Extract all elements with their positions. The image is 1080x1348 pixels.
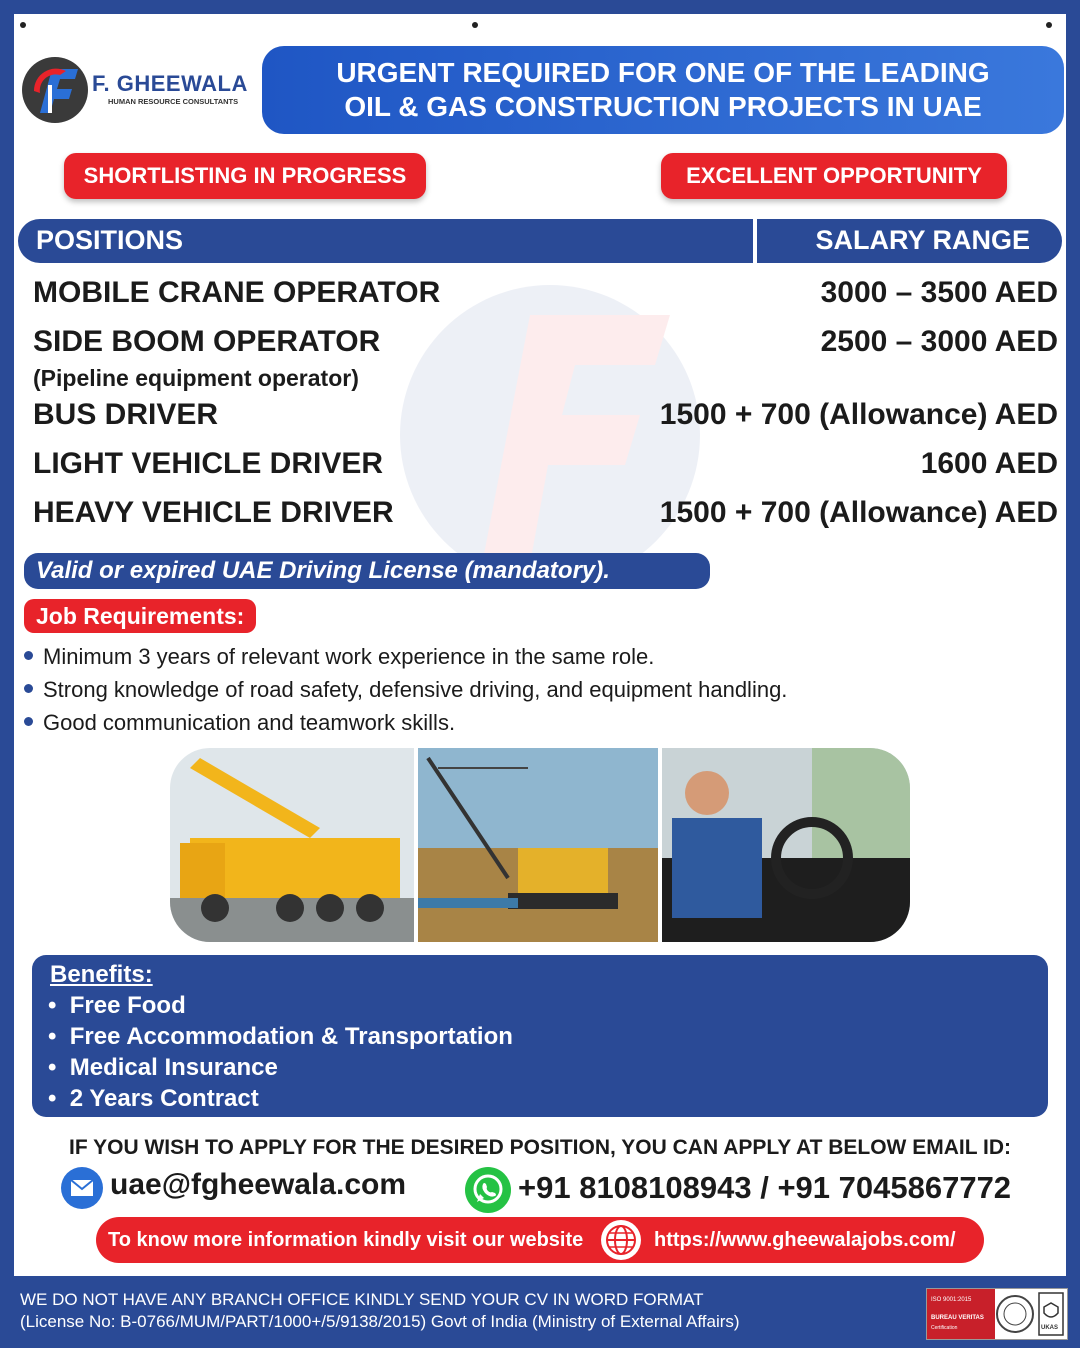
driver-photo: [662, 748, 910, 942]
email-address[interactable]: uae@fgheewala.com: [110, 1168, 407, 1201]
bv-text: BUREAU VERITAS: [931, 1315, 984, 1321]
position-name: BUS DRIVER: [33, 398, 219, 431]
decor-dot: [20, 22, 26, 28]
footer: [0, 1276, 1080, 1348]
website-link[interactable]: https://www.gheewalajobs.com/: [654, 1229, 956, 1251]
watermark-logo-icon: [370, 275, 730, 595]
benefit-item: • Free Accommodation & Transportation: [48, 1023, 513, 1050]
position-salary: 1600 AED: [920, 447, 1058, 480]
website-prompt: To know more information kindly visit our website: [108, 1229, 584, 1251]
benefit-text: Free Food: [69, 992, 186, 1019]
apply-instructions: IF YOU WISH TO APPLY FOR THE DESIRED POSITION, YOU CAN APPLY AT BELOW EMAIL ID:: [68, 1136, 1011, 1159]
requirement-text: Good communication and teamwork skills.: [43, 710, 456, 735]
benefit-text: Medical Insurance: [69, 1054, 278, 1081]
company-logo[interactable]: [20, 55, 260, 127]
column-divider: [753, 219, 757, 263]
crane-photo: [170, 748, 414, 942]
benefit-item: • Free Food: [48, 992, 186, 1019]
bullet-icon: [24, 717, 33, 726]
mail-icon: [60, 1166, 104, 1210]
requirement-item: [24, 677, 787, 703]
ukas-text: UKAS: [1041, 1325, 1059, 1331]
brand-tagline: HUMAN RESOURCE CONSULTANTS: [108, 97, 239, 106]
position-salary: 1500 + 700 (Allowance) AED: [659, 398, 1058, 431]
benefit-item: • 2 Years Contract: [48, 1085, 259, 1112]
job-photos: [170, 748, 910, 942]
requirement-text: Minimum 3 years of relevant work experience in the same role.: [43, 644, 655, 669]
headline-line1: URGENT REQUIRED FOR ONE OF THE LEADING: [336, 57, 990, 88]
benefit-text: 2 Years Contract: [69, 1085, 259, 1112]
benefit-text: Free Accommodation & Transportation: [69, 1023, 513, 1050]
whatsapp-icon: [464, 1166, 512, 1214]
requirement-item: [24, 644, 654, 670]
positions-column-header: POSITIONS: [36, 225, 184, 255]
globe-icon: [600, 1219, 642, 1261]
bullet-icon: [24, 651, 33, 660]
sideboom-photo: [418, 748, 658, 942]
position-name: SIDE BOOM OPERATOR: [33, 325, 381, 358]
requirements-title: Job Requirements:: [24, 599, 256, 633]
position-salary: 3000 – 3500 AED: [820, 276, 1058, 309]
shortlisting-badge: SHORTLISTING IN PROGRESS: [64, 153, 426, 199]
cert-text: Certification: [931, 1325, 958, 1331]
phone-numbers[interactable]: +91 8108108943 / +91 7045867772: [518, 1170, 1012, 1205]
benefits-title: Benefits:: [50, 961, 153, 988]
requirement-item: [24, 710, 455, 736]
website-bar[interactable]: [96, 1217, 984, 1263]
footer-license: (License No: B-0766/MUM/PART/1000+/5/9138/2015) Govt of India (Ministry of External Affairs): [20, 1312, 740, 1331]
headline-line2: OIL & GAS CONSTRUCTION PROJECTS IN UAE: [344, 91, 982, 122]
certification-badge: [926, 1288, 1068, 1340]
benefits-panel: [32, 955, 1048, 1117]
footer-notice: WE DO NOT HAVE ANY BRANCH OFFICE KINDLY SEND YOUR CV IN WORD FORMAT: [20, 1290, 704, 1309]
positions-table-header: [18, 219, 1062, 263]
bullet-icon: [24, 684, 33, 693]
license-note: Valid or expired UAE Driving License (mandatory).: [24, 553, 710, 589]
benefit-item: • Medical Insurance: [48, 1054, 278, 1081]
position-note: (Pipeline equipment operator): [33, 365, 359, 391]
position-name: LIGHT VEHICLE DRIVER: [33, 447, 384, 480]
requirement-text: Strong knowledge of road safety, defensive driving, and equipment handling.: [43, 677, 788, 702]
headline-banner: [262, 46, 1064, 134]
position-salary: 1500 + 700 (Allowance) AED: [659, 496, 1058, 529]
decor-dot: [472, 22, 478, 28]
logo-mark-icon: [20, 55, 90, 125]
brand-name: F. GHEEWALA: [92, 71, 248, 96]
decor-dot: [1046, 22, 1052, 28]
iso-text: ISO 9001:2015: [931, 1297, 972, 1303]
position-salary: 2500 – 3000 AED: [820, 325, 1058, 358]
position-name: MOBILE CRANE OPERATOR: [33, 276, 441, 309]
salary-column-header: SALARY RANGE: [815, 225, 1030, 255]
opportunity-badge: EXCELLENT OPPORTUNITY: [661, 153, 1007, 199]
position-name: HEAVY VEHICLE DRIVER: [33, 496, 394, 529]
